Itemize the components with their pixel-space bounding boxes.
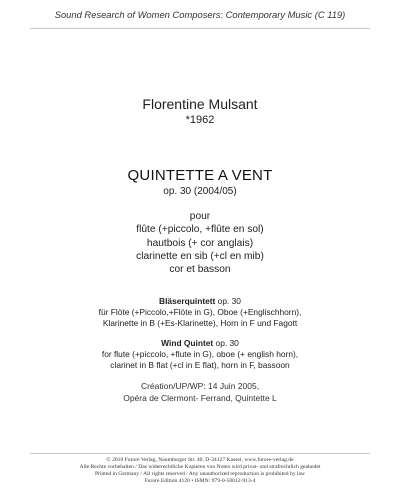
instrumentation-line: pour [189,211,211,222]
work-title: QUINTETTE A VENT [127,167,273,184]
footer-line: Printed in Germany / All rights reserved / Any unauthorized reproduction is prohibited by law [94,470,306,477]
english-title: Wind Quintet [161,338,214,348]
german-block [0,296,400,330]
header-rule [30,28,370,29]
english-opus: op. 30 [213,338,239,348]
composer-name: Florentine Mulsant [142,96,258,112]
instrumentation-line: clarinette en sib (+cl en mib) [136,250,264,262]
english-line: for flute (+piccolo, +flute in G), oboe (+ english horn), [101,349,299,360]
english-block [0,338,400,372]
instrumentation-line: cor et basson [169,264,231,276]
footer-line: © 2010 Furore Verlag, Naumburger Str. 40, D-34127 Kassel, www.furore-verlag.de [106,457,294,463]
footer-rule [30,453,370,454]
german-heading [0,296,400,307]
instrumentation-line: flûte (+piccolo, +flûte en sol) [136,224,264,236]
premiere-info [0,381,400,404]
work-opus: op. 30 (2004/05) [163,186,237,197]
instrumentation-french [0,210,400,276]
premiere-line: Opéra de Clermont- Ferrand, Quintette L [123,392,277,403]
german-line: für Flöte (+Piccolo,+Flöte in G), Oboe (+Englischhorn), [98,307,302,318]
german-line: Klarinette in B (+Es-Klarinette), Horn in F und Fagott [102,318,298,329]
footer-line: Alle Rechte vorbehalten / Das widerrechtliche Kopieren von Noten wird privat- und strafrechtlich geahndet [79,463,321,470]
german-opus: op. 30 [215,296,241,306]
copyright-footer [0,457,400,485]
composer-birth-year: *1962 [185,114,215,126]
german-title: Bläserquintett [159,296,216,306]
premiere-line: Création/UP/WP: 14 Juin 2005, [140,381,260,391]
series-header: Sound Research of Women Composers: Contemporary Music (C 119) [54,9,346,20]
instrumentation-line: hautbois (+ cor anglais) [146,237,254,249]
english-heading [0,338,400,349]
english-line: clarinet in B flat (+cl in E flat), horn in F, bassoon [110,360,290,371]
footer-line: Furore Edition 4120 • ISMN: 979-0-50012-913-4 [144,477,256,484]
